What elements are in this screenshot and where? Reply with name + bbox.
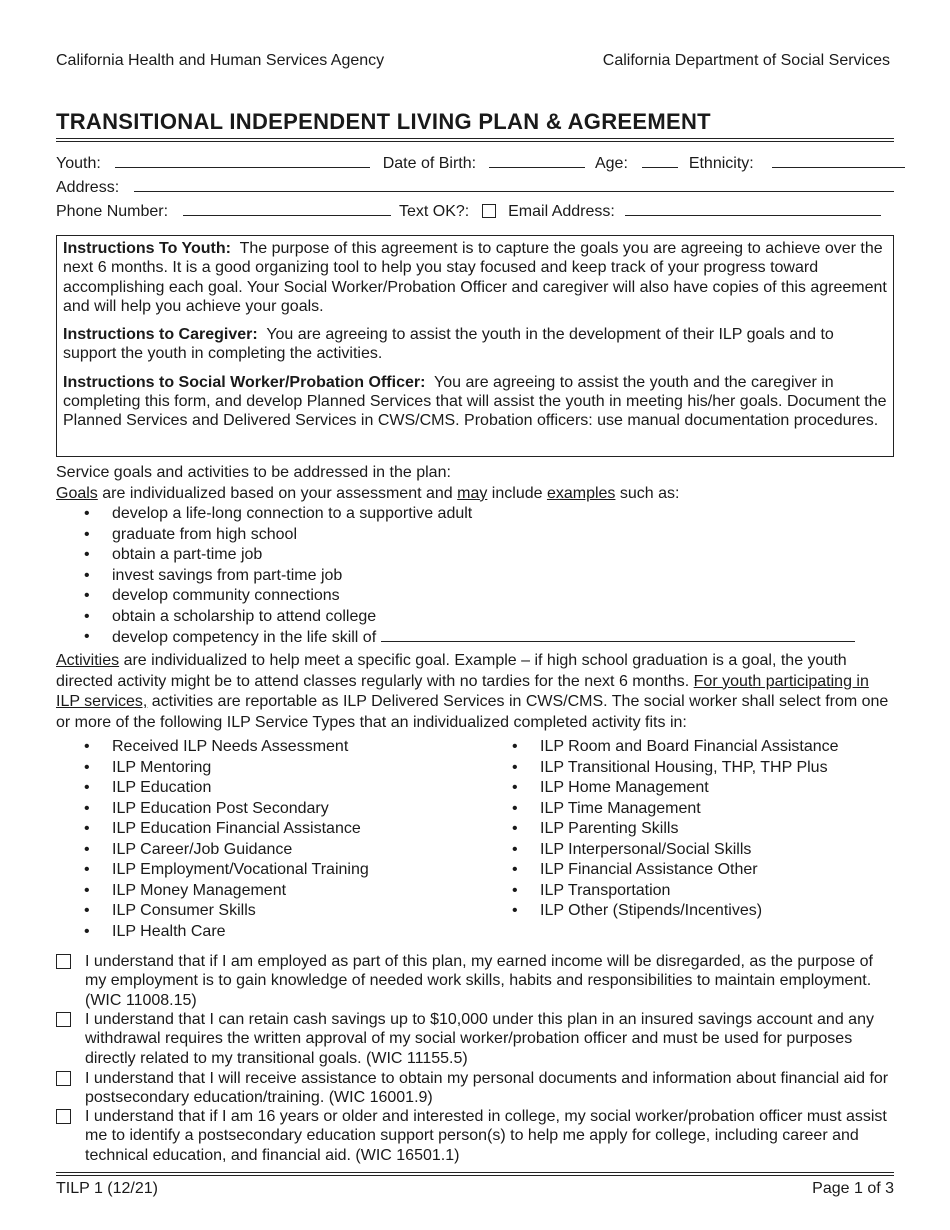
- goals-text-c: such as:: [615, 484, 680, 502]
- acknowledgement-4: [56, 1107, 896, 1165]
- list-item: • ILP Transportation: [484, 881, 904, 902]
- list-item: • ILP Home Management: [484, 778, 904, 799]
- service-types-left: [56, 737, 476, 942]
- address-label: Address:: [56, 179, 120, 196]
- ack-checkbox-2[interactable]: [56, 1012, 71, 1027]
- instructions-caregiver-heading: Instructions to Caregiver:: [63, 326, 258, 344]
- list-item: • obtain a part-time job: [56, 545, 896, 566]
- activities-word: Activities: [56, 652, 120, 669]
- activities-paragraph: [56, 651, 896, 733]
- youth-info-row: [56, 153, 894, 173]
- acknowledgement-2: [56, 1010, 896, 1068]
- text-ok-label: Text OK?:: [398, 203, 470, 220]
- goals-text-a: are individualized based on your assessment and: [97, 484, 458, 502]
- dob-label: Date of Birth:: [382, 155, 477, 172]
- list-item: • ILP Room and Board Financial Assistance: [484, 737, 904, 758]
- list-item: • ILP Consumer Skills: [56, 901, 476, 922]
- instructions-youth: [63, 239, 887, 316]
- list-item: • ILP Career/Job Guidance: [56, 840, 476, 861]
- goals-description: [56, 484, 896, 505]
- age-input[interactable]: [642, 153, 678, 168]
- ilp-phrase: For youth participating in ILP services,: [56, 672, 869, 710]
- agency-name-right: California Department of Social Services: [602, 52, 890, 69]
- contact-row: [56, 201, 894, 221]
- ack-checkbox-4[interactable]: [56, 1109, 71, 1124]
- list-item: • ILP Interpersonal/Social Skills: [484, 840, 904, 861]
- ack-checkbox-1[interactable]: [56, 954, 71, 969]
- list-item: • ILP Mentoring: [56, 758, 476, 779]
- phone-input[interactable]: [183, 201, 391, 216]
- acknowledgement-3: [56, 1069, 896, 1108]
- activities-text-b: activities are reportable as ILP Delivered Services in CWS/CMS. The social worker shall select from one or more of the following ILP Service Types that an individualized completed activity fits in:: [56, 693, 889, 731]
- list-item: • ILP Other (Stipends/Incentives): [484, 901, 904, 922]
- list-item: • Received ILP Needs Assessment: [56, 737, 476, 758]
- list-item: • develop community connections: [56, 586, 896, 607]
- service-types-right: [484, 737, 904, 922]
- list-item: • ILP Transitional Housing, THP, THP Plus: [484, 758, 904, 779]
- goals-word: Goals: [56, 484, 98, 502]
- list-item: • ILP Health Care: [56, 922, 476, 943]
- activities-text-a: are individualized to help meet a specific goal. Example – if high school graduation is a goal, the youth directed activity might be to attend classes regularly with no tardies for the next 6 months.: [56, 652, 847, 690]
- youth-input[interactable]: [115, 153, 370, 168]
- form-id: TILP 1 (12/21): [56, 1180, 158, 1197]
- address-input[interactable]: [134, 177, 894, 192]
- list-item: • ILP Education: [56, 778, 476, 799]
- goals-section: [56, 463, 896, 648]
- text-ok-checkbox[interactable]: [482, 204, 496, 218]
- instructions-youth-text: The purpose of this agreement is to capture the goals you are agreeing to achieve over the next 6 months. It is a good organizing tool to help you stay focused and keep track of your progress toward accomplishing each goal. Your Social Worker/Probation Officer and caregiver will also have copies of this agreement and will help you achieve your goals.: [63, 240, 887, 315]
- form-title: TRANSITIONAL INDEPENDENT LIVING PLAN & AGREEMENT: [56, 109, 711, 134]
- examples-word: examples: [546, 484, 616, 502]
- instructions-social-worker: [63, 373, 887, 431]
- goals-text-b: include: [487, 484, 547, 502]
- instructions-caregiver-text: You are agreeing to assist the youth in the development of their ILP goals and to support the youth in completing the activities.: [63, 326, 834, 363]
- email-label: Email Address:: [508, 203, 615, 220]
- ethnicity-input[interactable]: [772, 153, 905, 168]
- list-item: • obtain a scholarship to attend college: [56, 607, 896, 628]
- youth-label: Youth:: [56, 155, 101, 172]
- list-item: • ILP Parenting Skills: [484, 819, 904, 840]
- life-skill-input[interactable]: [381, 627, 855, 642]
- list-item-life-skill: [56, 627, 896, 648]
- age-label: Age:: [594, 155, 628, 172]
- instructions-sw-text: You are agreeing to assist the youth and the caregiver in completing this form, and develop Planned Services that will assist the youth in meeting his/her goals. Document the Planned Services and Delivered Services in CWS/CMS. Probation officers: use manual documentation procedures.: [63, 373, 887, 430]
- acknowledgement-1: [56, 952, 896, 1010]
- list-item: • develop a life-long connection to a supportive adult: [56, 504, 896, 525]
- may-word: may: [457, 484, 488, 502]
- life-skill-label: develop competency in the life skill of: [112, 629, 377, 646]
- goals-list: [56, 504, 896, 648]
- ack-checkbox-3[interactable]: [56, 1071, 71, 1086]
- list-item: • invest savings from part-time job: [56, 566, 896, 587]
- list-item: • ILP Money Management: [56, 881, 476, 902]
- ack-text-1: I understand that if I am employed as part of this plan, my earned income will be disregarded, as the purpose of my employment is to gain knowledge of needed work skills, habits and responsibilities to maintain employment. (WIC 11008.15): [85, 953, 873, 1009]
- list-item: • ILP Employment/Vocational Training: [56, 860, 476, 881]
- email-input[interactable]: [625, 201, 881, 216]
- ethnicity-label: Ethnicity:: [688, 155, 754, 172]
- goals-intro: Service goals and activities to be addressed in the plan:: [56, 464, 451, 481]
- list-item: • graduate from high school: [56, 525, 896, 546]
- footer-divider: [56, 1172, 894, 1176]
- agency-name-left: California Health and Human Services Agency: [56, 52, 385, 69]
- instructions-caregiver: [63, 325, 887, 364]
- dob-input[interactable]: [489, 153, 585, 168]
- instructions-sw-heading: Instructions to Social Worker/Probation Officer:: [63, 373, 426, 391]
- address-row: [56, 177, 894, 197]
- list-item: • ILP Financial Assistance Other: [484, 860, 904, 881]
- ack-text-4: I understand that if I am 16 years or older and interested in college, my social worker/probation officer must assist me to identify a postsecondary education support person(s) to help me apply for college, including career and technical education, and financial aid. (WIC 16501.1): [85, 1108, 887, 1164]
- title-divider: [56, 138, 894, 142]
- phone-label: Phone Number:: [56, 203, 169, 220]
- instructions-box: [56, 235, 894, 457]
- instructions-youth-heading: Instructions To Youth:: [63, 240, 231, 257]
- list-item: • ILP Education Financial Assistance: [56, 819, 476, 840]
- list-item: • ILP Time Management: [484, 799, 904, 820]
- ack-text-3: I understand that I will receive assistance to obtain my personal documents and information about financial aid for postsecondary education/training. (WIC 16001.9): [85, 1070, 889, 1107]
- list-item: • ILP Education Post Secondary: [56, 799, 476, 820]
- ack-text-2: I understand that I can retain cash savings up to $10,000 under this plan in an insured savings account and any withdrawal requires the written approval of my social worker/probation officer and must be used for purposes directly related to my transitional goals. (WIC 11155.5): [85, 1011, 874, 1067]
- page-number: Page 1 of 3: [812, 1180, 894, 1197]
